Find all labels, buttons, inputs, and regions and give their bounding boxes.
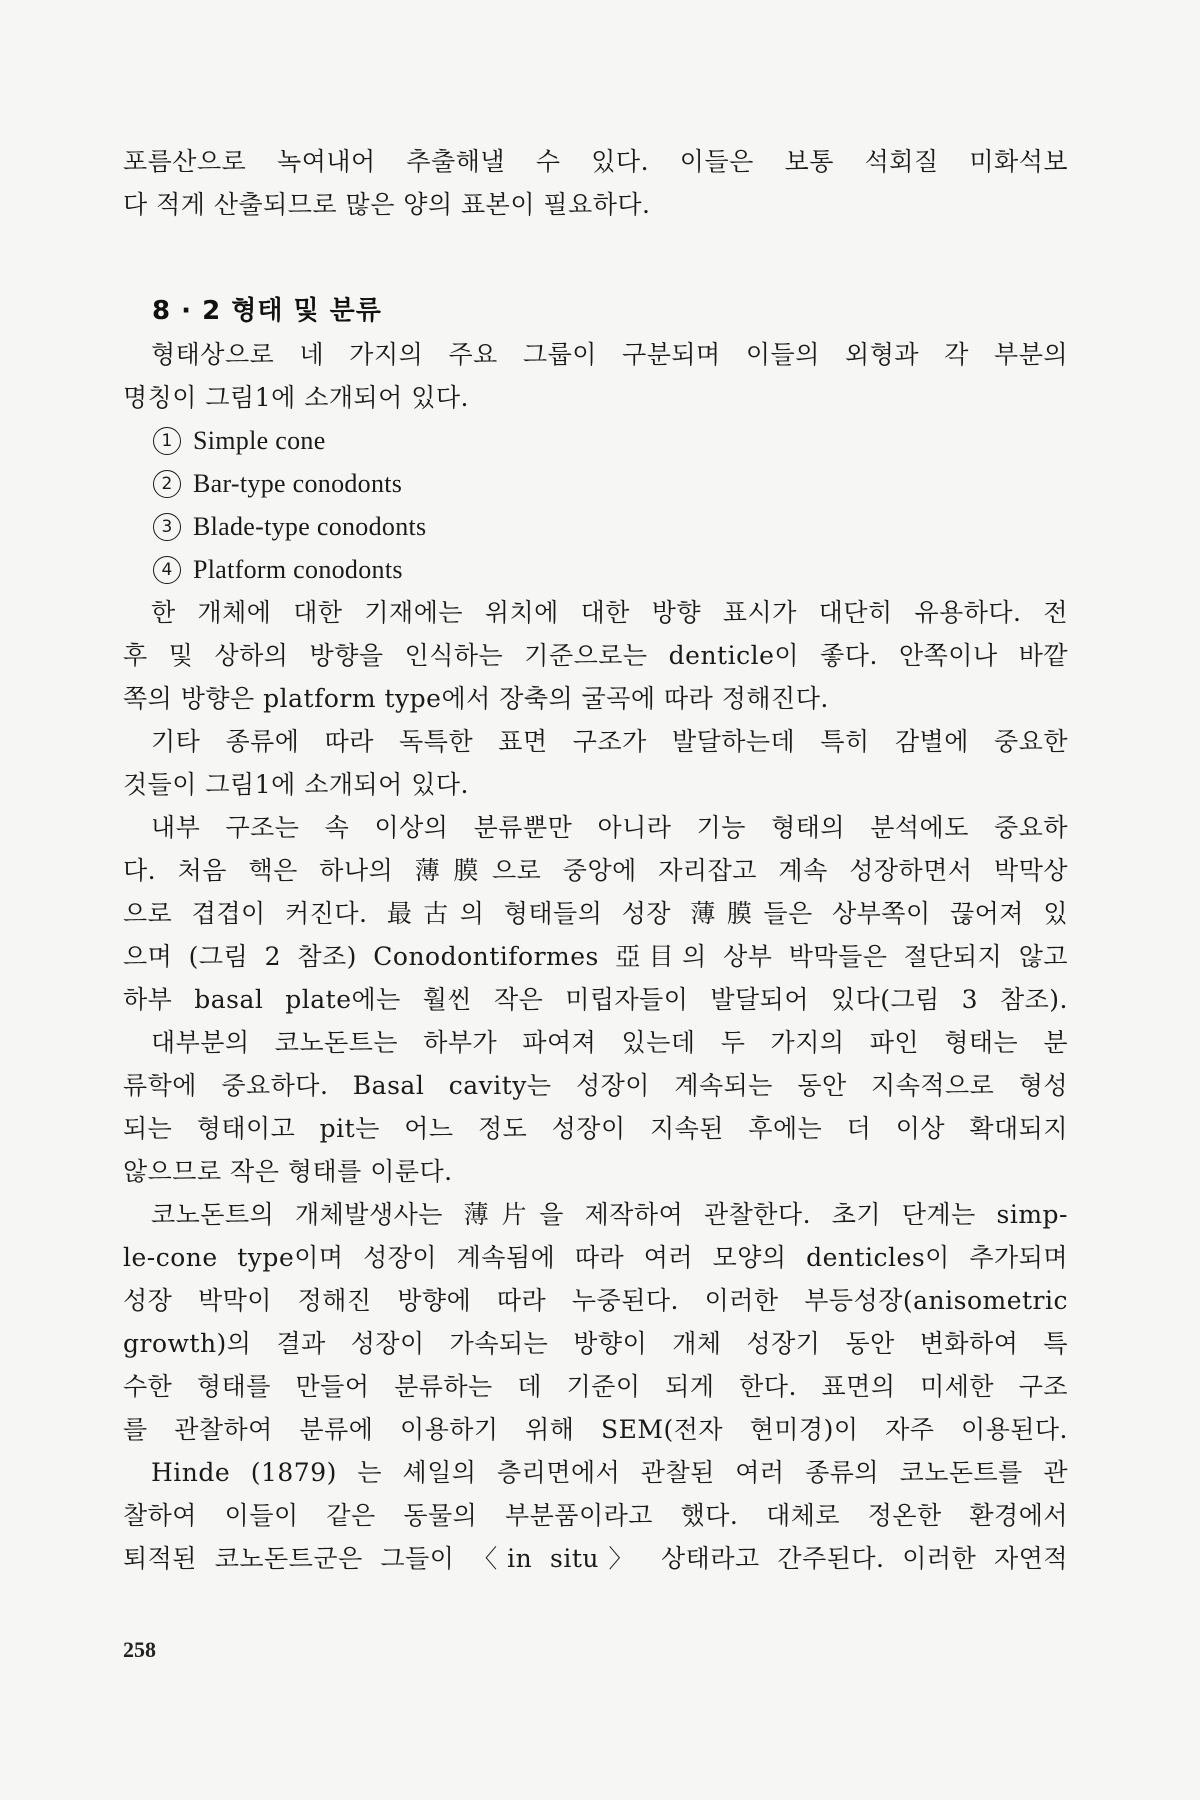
circled-number-marker: 1 [153,427,181,455]
circled-number-marker: 3 [153,513,181,541]
text-line: 다 적게 산출되므로 많은 양의 표본이 필요하다. [123,190,651,219]
text-line: 대부분의 코노돈트는 하부가 파여져 있는데 두 가지의 파인 형태는 분 [151,1028,1068,1057]
text-line: growth)의 결과 성장이 가속되는 방향이 개체 성장기 동안 변화하여 특 [123,1329,1068,1358]
text-line: 되는 형태이고 pit는 어느 정도 성장이 지속된 후에는 더 이상 확대되지 [123,1114,1068,1143]
paragraph [123,591,1068,720]
text-line: 형태상으로 네 가지의 주요 그룹이 구분되며 이들의 외형과 각 부분의 [151,340,1068,369]
text-line: 코노돈트의 개체발생사는 薄片을 제작하여 관찰한다. 초기 단계는 simp- [151,1200,1068,1229]
circled-number-marker: 4 [153,556,181,584]
text-line: 명칭이 그림1에 소개되어 있다. [123,383,469,412]
list-item [123,548,1068,591]
paragraph [123,720,1068,806]
text-line: 내부 구조는 속 이상의 분류뿐만 아니라 기능 형태의 분석에도 중요하 [151,813,1068,842]
text-line: 하부 basal plate에는 훨씬 작은 미립자들이 발달되어 있다(그림 3 참조). [123,985,1068,1014]
paragraph [123,1451,1068,1580]
text-line: 를 관찰하여 분류에 이용하기 위해 SEM(전자 현미경)이 자주 이용된다. [123,1415,1068,1444]
text-line: 찰하여 이들이 같은 동물의 부분품이라고 했다. 대체로 정온한 환경에서 [123,1501,1068,1530]
text-line: 기타 종류에 따라 독특한 표면 구조가 발달하는데 특히 감별에 중요한 [151,727,1068,756]
text-line: 으로 겹겹이 커진다. 最古의 형태들의 성장 薄膜들은 상부쪽이 끊어져 있 [123,899,1068,928]
list-item-label: Simple cone [193,426,326,455]
text-line: 다. 처음 핵은 하나의 薄膜으로 중앙에 자리잡고 계속 성장하면서 박막상 [123,856,1068,885]
text-line: 것들이 그림1에 소개되어 있다. [123,770,469,799]
list-item [123,462,1068,505]
circled-number-marker: 2 [153,470,181,498]
list-item [123,505,1068,548]
text-line: 쪽의 방향은 platform type에서 장축의 굴곡에 따라 정해진다. [123,684,829,713]
paragraph [123,1021,1068,1193]
page-number: 258 [123,1637,156,1662]
text-line: 수한 형태를 만들어 분류하는 데 기준이 되게 한다. 표면의 미세한 구조 [123,1372,1068,1401]
text-line: le-cone type이며 성장이 계속됨에 따라 여러 모양의 denticles이 추가되며 [123,1243,1068,1272]
list-item-label: Bar-type conodonts [193,469,403,498]
list-item-label: Blade-type conodonts [193,512,427,541]
text-line: Hinde (1879) 는 셰일의 층리면에서 관찰된 여러 종류의 코노돈트를 관 [151,1458,1068,1487]
group-list [123,419,1068,591]
list-item [123,419,1068,462]
text-line: 포름산으로 녹여내어 추출해낼 수 있다. 이들은 보통 석회질 미화석보 [123,147,1068,176]
text-line: 성장 박막이 정해진 방향에 따라 누중된다. 이러한 부등성장(anisometric [123,1286,1068,1315]
list-item-label: Platform conodonts [193,555,403,584]
paragraph [123,1193,1068,1451]
body-text [123,333,1068,1580]
paragraph-continuation [123,140,1068,226]
section-heading: 8 · 2 형태 및 분류 [152,296,382,326]
text-line: 않으므로 작은 형태를 이룬다. [123,1157,453,1186]
text-line: 한 개체에 대한 기재에는 위치에 대한 방향 표시가 대단히 유용하다. 전 [151,598,1068,627]
text-line: 으며 (그림 2 참조) Conodontiformes 亞目의 상부 박막들은 절단되지 않고 [123,942,1068,971]
paragraph [123,806,1068,1021]
text-line: 후 및 상하의 방향을 인식하는 기준으로는 denticle이 좋다. 안쪽이나 바깥 [123,641,1068,670]
text-line: 퇴적된 코노돈트군은 그들이 〈in situ〉 상태라고 간주된다. 이러한 자연적 [123,1544,1068,1573]
text-line: 류학에 중요하다. Basal cavity는 성장이 계속되는 동안 지속적으로 형성 [123,1071,1068,1100]
